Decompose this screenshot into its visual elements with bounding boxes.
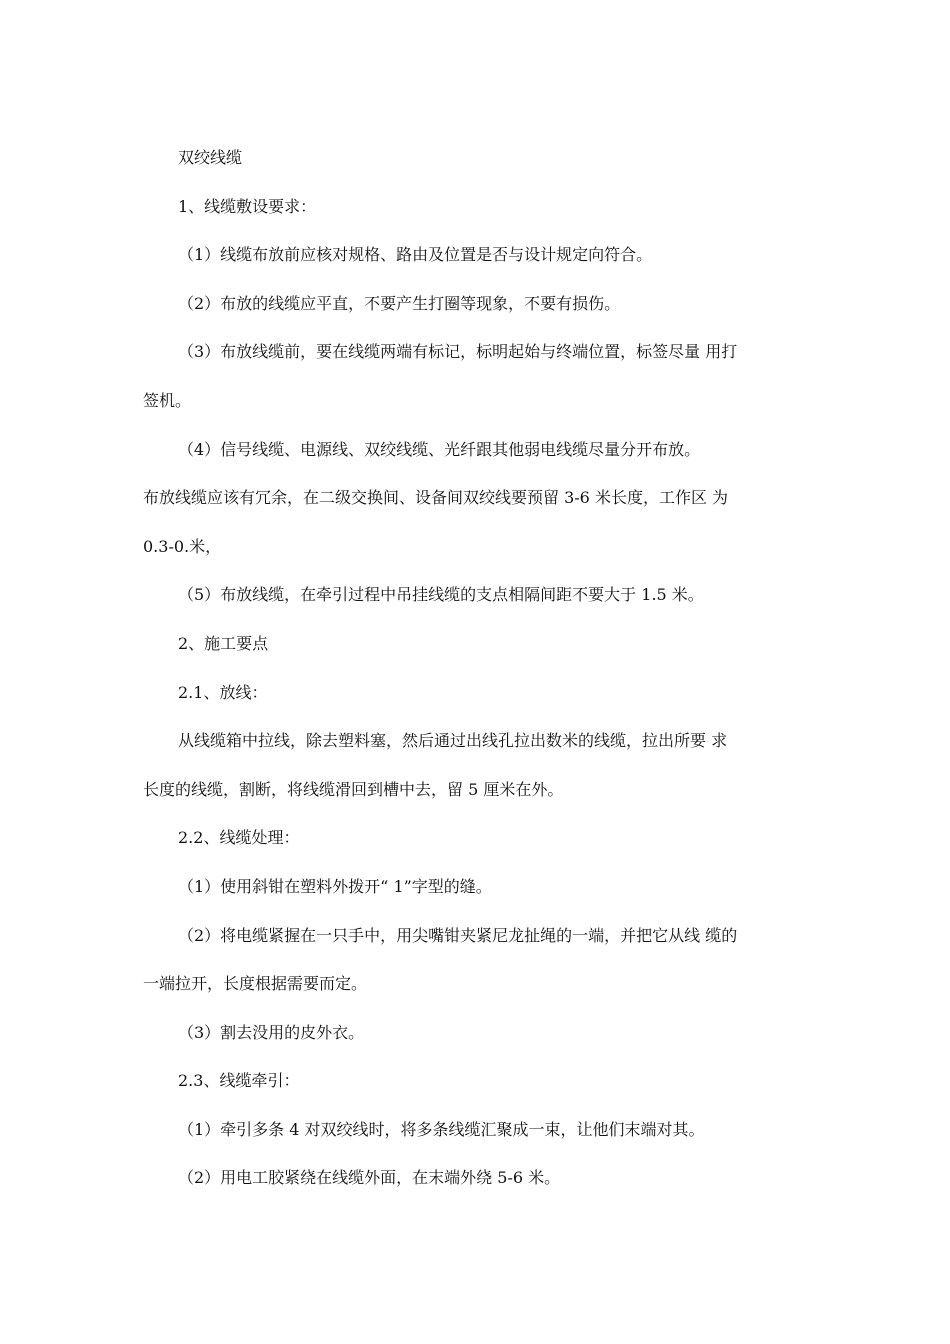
list-item: （2）用电工胶紧绕在线缆外面，在末端外绕 5-6 米。 bbox=[178, 1168, 561, 1188]
list-item: （1）线缆布放前应核对规格、路由及位置是否与设计规定向符合。 bbox=[178, 245, 653, 265]
list-item-continuation: 一端拉开，长度根据需要而定。 bbox=[143, 974, 368, 994]
list-item: （2）布放的线缆应平直，不要产生打圈等现象，不要有损伤。 bbox=[178, 293, 621, 313]
section-heading: 1、线缆敷设要求： bbox=[178, 196, 317, 216]
document-body bbox=[143, 140, 815, 1209]
list-item: （3）割去没用的皮外衣。 bbox=[178, 1022, 365, 1042]
subsection-heading: 2.1、放线： bbox=[178, 682, 268, 702]
paragraph-line: 从线缆箱中拉线，除去塑料塞，然后通过出线孔拉出数米的线缆，拉出所要 求 bbox=[178, 731, 728, 751]
list-item: （1）使用斜钳在塑料外拨开“ 1”字型的缝。 bbox=[178, 876, 492, 896]
subsection-heading: 2.3、线缆牵引： bbox=[178, 1071, 300, 1091]
list-item-continuation: 签机。 bbox=[143, 390, 192, 410]
list-item: （4）信号线缆、电源线、双绞线缆、光纤跟其他弱电线缆尽量分开布放。 bbox=[178, 439, 701, 459]
list-item: （1）牵引多条 4 对双绞线时，将多条线缆汇聚成一束，让他们末端对其。 bbox=[178, 1119, 705, 1139]
document-title: 双绞线缆 bbox=[178, 148, 243, 167]
list-item: （2）将电缆紧握在一只手中，用尖嘴钳夹紧尼龙扯绳的一端，并把它从线 缆的 bbox=[178, 925, 738, 945]
list-item: （3）布放线缆前，要在线缆两端有标记，标明起始与终端位置，标签尽量 用打 bbox=[178, 342, 738, 362]
list-item: （5）布放线缆，在牵引过程中吊挂线缆的支点相隔间距不要大于 1.5 米。 bbox=[178, 585, 704, 605]
section-heading: 2、施工要点 bbox=[178, 633, 269, 653]
paragraph-line: 0.3-0.米， bbox=[143, 536, 222, 556]
paragraph-line: 布放线缆应该有冗余，在二级交换间、设备间双绞线要预留 3-6 米长度，工作区 为 bbox=[143, 488, 729, 508]
paragraph-line: 长度的线缆，割断，将线缆滑回到槽中去，留 5 厘米在外。 bbox=[143, 779, 564, 799]
subsection-heading: 2.2、线缆处理： bbox=[178, 828, 300, 848]
